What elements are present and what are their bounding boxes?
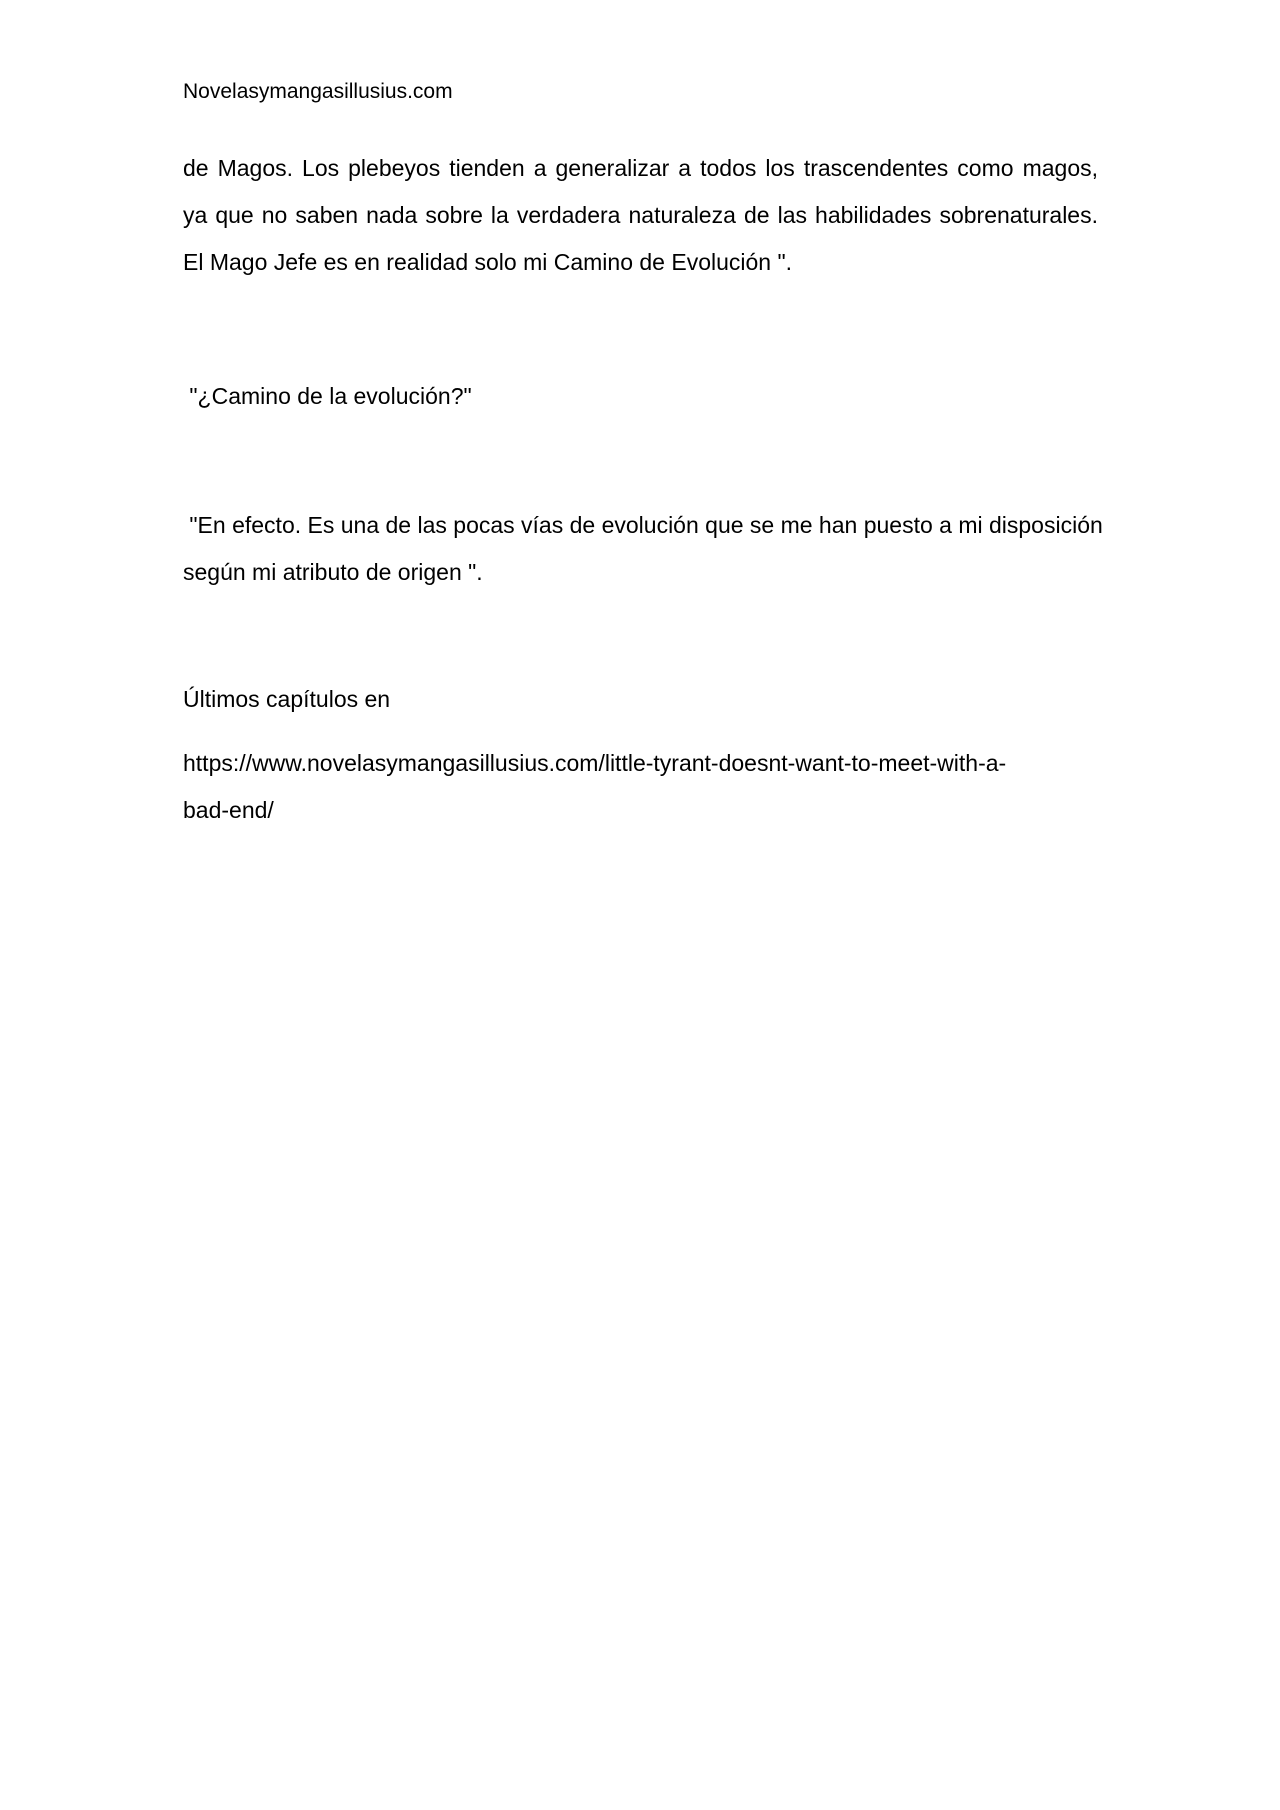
site-header: Novelasymangasillusius.com bbox=[183, 80, 453, 103]
paragraph-camino-question bbox=[183, 373, 1098, 420]
paragraph-line: según mi atributo de origen ". bbox=[183, 559, 483, 585]
paragraph-line: ya que no saben nada sobre la verdadera naturaleza de las habilidades sobrenaturales. bbox=[183, 202, 1098, 228]
chapter-link[interactable] bbox=[183, 740, 1098, 834]
paragraph-line: "En efecto. Es una de las pocas vías de evolución que se me han puesto a mi disposición bbox=[183, 512, 1103, 538]
paragraph-en-efecto bbox=[183, 502, 1103, 596]
paragraph-line: El Mago Jefe es en realidad solo mi Camino de Evolución ". bbox=[183, 249, 793, 275]
paragraph-magos bbox=[183, 145, 1098, 286]
paragraph-line: de Magos. Los plebeyos tienden a generalizar a todos los trascendentes como magos, bbox=[183, 155, 1098, 181]
paragraph-line: Últimos capítulos en bbox=[183, 686, 391, 712]
link-line[interactable]: bad-end/ bbox=[183, 797, 274, 823]
link-line[interactable]: https://www.novelasymangasillusius.com/little-tyrant-doesnt-want-to-meet-with-a- bbox=[183, 750, 1007, 776]
paragraph-line: "¿Camino de la evolución?" bbox=[183, 383, 472, 409]
paragraph-ultimos-capitulos bbox=[183, 676, 1098, 723]
